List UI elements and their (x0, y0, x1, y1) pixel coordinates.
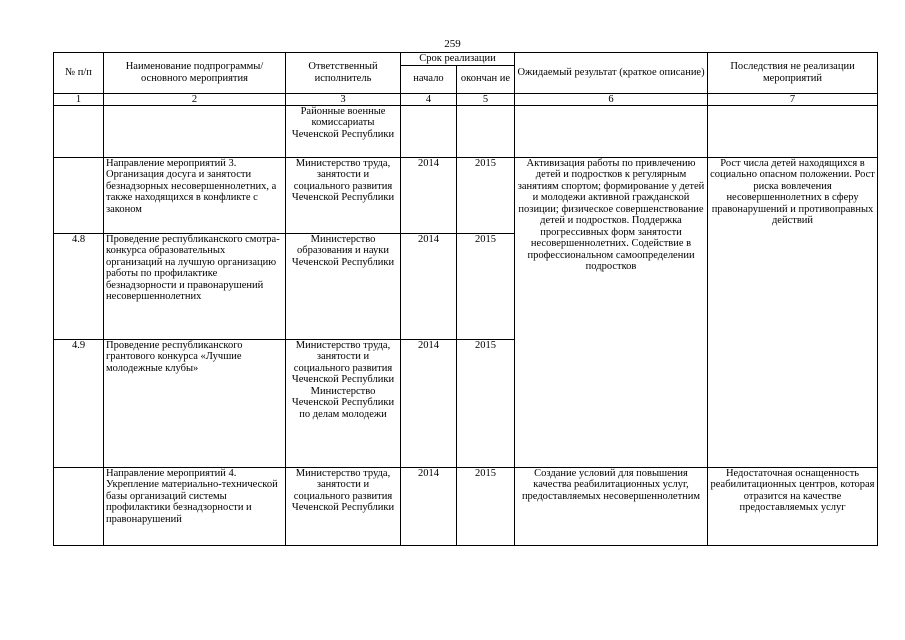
header-result: Ожидаемый результат (краткое описание) (515, 53, 708, 94)
table-row (54, 157, 878, 233)
responsible-cell: Министерство труда, занятости и социального развития Чеченской Республики (286, 467, 401, 545)
activity-name: Проведение республиканского грантового конкурса «Лучшие молодежные клубы» (104, 339, 286, 467)
responsible-cell: Министерство труда, занятости и социального развития Чеченской Республики (286, 157, 401, 233)
activity-name: Проведение республиканского смотра-конкурса образовательных организаций на лучшую организацию работы по профилактике безнадзорности и правонарушений несовершеннолетних (104, 233, 286, 339)
row-number: 4.9 (54, 339, 104, 467)
responsible-cell: Районные военные комиссариаты Чеченской Республики (286, 105, 401, 157)
expected-result: Активизация работы по привлечению детей и подростков к регулярным занятиям спортом; формирование у детей и молодежи активной гражданской позиции; физическое совершенствование детей и подростков. Поддержка прогрессивных форм занятости несовершеннолетних. Содействие в профессиональном самоопределении подростков (515, 157, 708, 467)
col-number: 3 (286, 93, 401, 105)
header-responsible: Ответственный исполнитель (286, 53, 401, 94)
col-number: 2 (104, 93, 286, 105)
row-number (54, 157, 104, 233)
start-year: 2014 (401, 467, 457, 545)
consequence: Недостаточная оснащенность реабилитационных центров, которая отразится на качестве предоставляемых услуг (708, 467, 878, 545)
header-consequence: Последствия не реализации мероприятий (708, 53, 878, 94)
col-number: 5 (457, 93, 515, 105)
col-number: 4 (401, 93, 457, 105)
header-term: Срок реализации (401, 53, 515, 66)
program-table (53, 52, 878, 546)
page-number: 259 (444, 38, 461, 50)
end-year: 2015 (457, 157, 515, 233)
responsible-cell: Министерство образования и науки Чеченской Республики (286, 233, 401, 339)
header-start: начало (401, 65, 457, 93)
col-number: 6 (515, 93, 708, 105)
consequence: Рост числа детей находящихся в социально опасном положении. Рост риска вовлечения несовершеннолетних в сферу правонарушений и противоправных действий (708, 157, 878, 467)
row-number (54, 467, 104, 545)
start-year: 2014 (401, 157, 457, 233)
end-year: 2015 (457, 467, 515, 545)
table-row (54, 467, 878, 545)
header-end: окончан ие (457, 65, 515, 93)
expected-result: Создание условий для повышения качества реабилитационных услуг, предоставляемых несовершеннолетним (515, 467, 708, 545)
header-num: № п/п (54, 53, 104, 94)
header-name: Наименование подпрограммы/ основного мероприятия (104, 53, 286, 94)
table-row (54, 105, 878, 157)
activity-name: Направление мероприятий 4. Укрепление материально-технической базы организаций системы профилактики безнадзорности и правонарушений (104, 467, 286, 545)
row-number: 4.8 (54, 233, 104, 339)
end-year: 2015 (457, 233, 515, 339)
col-number: 7 (708, 93, 878, 105)
start-year: 2014 (401, 233, 457, 339)
end-year: 2015 (457, 339, 515, 467)
activity-name: Направление мероприятий 3. Организация досуга и занятости безнадзорных несовершеннолетних, а также находящихся в конфликте с законом (104, 157, 286, 233)
col-number: 1 (54, 93, 104, 105)
start-year: 2014 (401, 339, 457, 467)
responsible-cell: Министерство труда, занятости и социального развития Чеченской Республики Министерство Чеченской Республики по делам молодежи (286, 339, 401, 467)
